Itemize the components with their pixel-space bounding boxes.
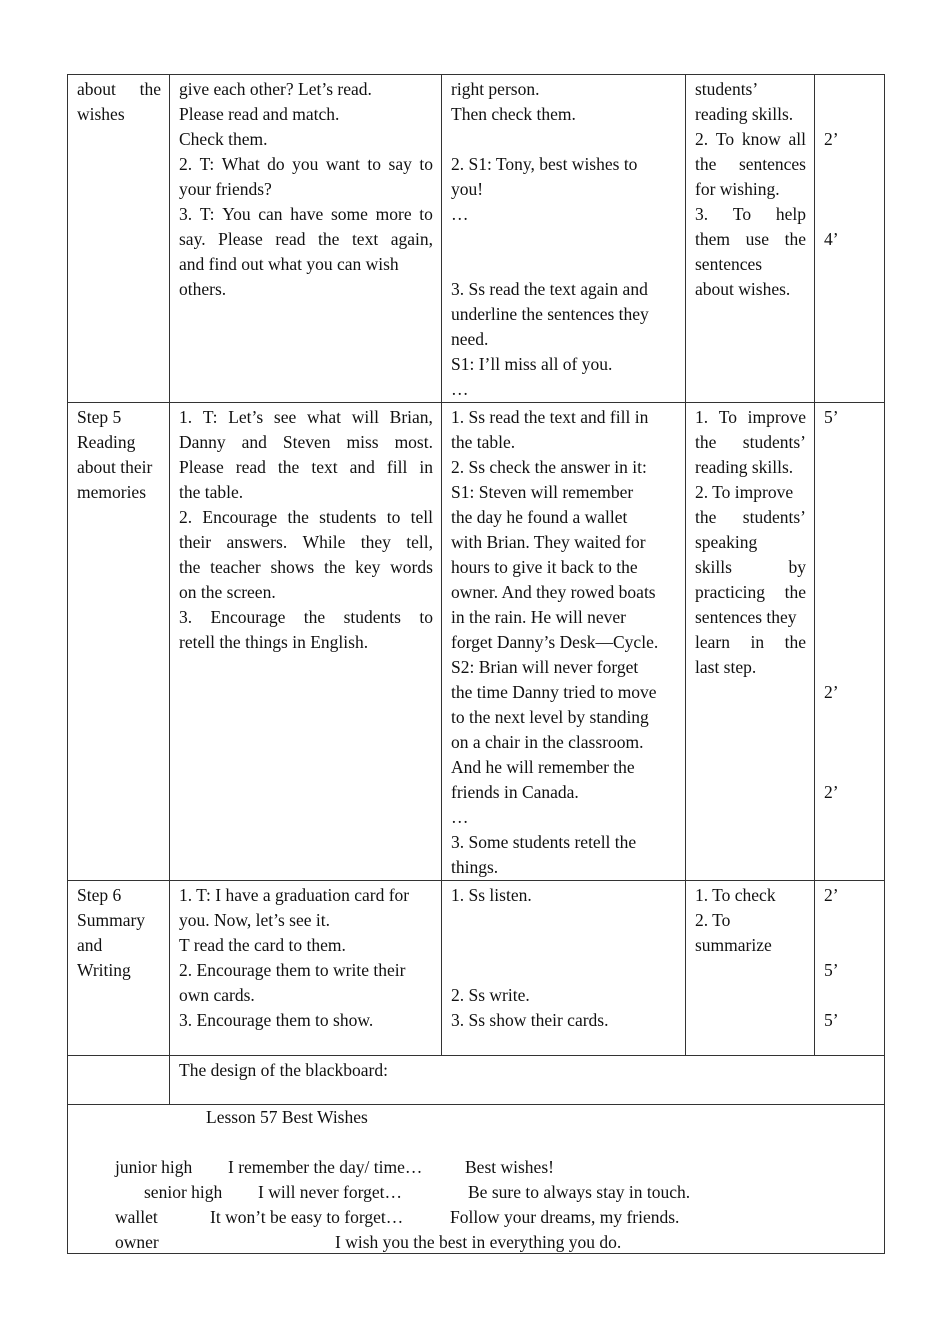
table-row [68,1056,885,1105]
teacher-line: the teacher shows the key words [179,557,433,577]
student-line: things. [451,857,499,877]
student-line: 2. S1: Tony, best wishes to [451,154,638,174]
time-value: 4’ [824,229,839,249]
time-value [824,530,876,555]
teacher-line: retell the things in English. [179,632,369,652]
table-row [68,1105,885,1254]
step-cell [68,881,170,1056]
student-line: 3. Ss show their cards. [451,1010,609,1030]
teacher-line: their answers. While they tell, [179,532,433,552]
step-line: wishes [77,104,125,124]
purpose-line: 2. To improve [695,482,794,502]
student-line: the time Danny tried to move [451,682,657,702]
purpose-line: them use the [695,229,806,249]
wish-sentence: Follow your dreams, my friends. [450,1207,680,1227]
student-line: 2. Ss write. [451,985,530,1005]
purpose-line: the students’ [695,432,806,452]
student-line: with Brian. They waited for [451,532,646,552]
step-line: about the [77,79,161,99]
purpose-line: the sentences [695,154,806,174]
teacher-line: Please read the text and fill in [179,457,433,477]
teacher-activity-cell [170,881,442,1056]
step-line: Step 5 [77,407,122,427]
purpose-cell [686,881,815,1056]
student-line: S1: Steven will remember [451,482,634,502]
teacher-line: others. [179,279,227,299]
purpose-cell [686,75,815,403]
purpose-line: learn in the [695,632,806,652]
student-line: the day he found a wallet [451,507,628,527]
teacher-activity-cell [170,403,442,881]
purpose-line: sentences [695,254,763,274]
time-value [824,605,876,630]
teacher-line: Check them. [179,129,268,149]
purpose-line: speaking [695,532,758,552]
teacher-line: give each other? Let’s read. [179,79,372,99]
student-line: need. [451,329,489,349]
time-value [824,455,876,480]
time-value [824,705,876,730]
time-value [824,908,876,933]
student-line: 2. Ss check the answer in it: [451,457,647,477]
time-value [824,730,876,755]
student-line [451,252,677,277]
step-line: memories [77,482,147,502]
teacher-line: 2. T: What do you want to say to [179,154,433,174]
student-line: Then check them. [451,104,576,124]
student-line: to the next level by standing [451,707,649,727]
student-line: friends in Canada. [451,782,579,802]
step-line: Reading [77,432,136,452]
time-value: 2’ [824,682,839,702]
student-line: forget Danny’s Desk—Cycle. [451,632,659,652]
student-line: 3. Some students retell the [451,832,637,852]
time-value [824,430,876,455]
student-line: you! [451,179,484,199]
step-line: and [77,935,103,955]
purpose-line: 1. To improve [695,407,806,427]
purpose-line: 2. To [695,910,731,930]
student-line: in the rain. He will never [451,607,626,627]
time-value [824,555,876,580]
key-phrase: It won’t be easy to forget… [210,1207,404,1227]
vocab-word: owner [115,1232,159,1252]
empty-cell [68,1056,170,1105]
student-line [451,127,677,152]
key-phrase: I will never forget… [258,1182,403,1202]
blackboard [68,1105,884,1253]
teacher-line: and find out what you can wish [179,254,399,274]
time-value [824,580,876,605]
time-cell [815,403,885,881]
time-value: 5’ [824,407,839,427]
teacher-line: own cards. [179,985,255,1005]
purpose-line: the students’ [695,507,806,527]
wish-sentence: I wish you the best in everything you do. [335,1232,622,1252]
time-value [824,630,876,655]
time-cell [815,75,885,403]
purpose-line: 2. To know all [695,129,806,149]
step-line: about their [77,457,153,477]
student-activity-cell [442,75,686,403]
vocab-word: junior high [115,1157,193,1177]
purpose-line: for wishing. [695,179,780,199]
teacher-line: T read the card to them. [179,935,346,955]
purpose-line: skills by [695,557,806,577]
time-value [824,983,876,1008]
student-line: hours to give it back to the [451,557,638,577]
student-line: right person. [451,79,540,99]
student-line: … [451,204,469,224]
table-row [68,75,885,403]
student-line: … [451,807,469,827]
teacher-line: 3. T: You can have some more to [179,204,433,224]
time-value [824,480,876,505]
time-value [824,177,876,202]
student-line: the table. [451,432,516,452]
teacher-line: the table. [179,482,244,502]
time-value [824,102,876,127]
time-value [824,505,876,530]
teacher-line: 2. Encourage the students to tell [179,507,433,527]
purpose-line: reading skills. [695,457,794,477]
purpose-line: last step. [695,657,757,677]
teacher-line: on the screen. [179,582,276,602]
time-value: 5’ [824,1010,839,1030]
student-line: S1: I’ll miss all of you. [451,354,613,374]
time-value [824,77,876,102]
teacher-line: your friends? [179,179,272,199]
time-value [824,202,876,227]
key-phrase: I remember the day/ time… [228,1157,423,1177]
time-value: 2’ [824,129,839,149]
purpose-line: summarize [695,935,772,955]
teacher-line: 3. Encourage the students to [179,607,433,627]
wish-sentence: Best wishes! [465,1157,554,1177]
time-value: 5’ [824,960,839,980]
purpose-line: 1. To check [695,885,776,905]
blackboard-design-label: The design of the blackboard: [170,1056,885,1105]
teacher-line: Danny and Steven miss most. [179,432,433,452]
student-line [451,908,677,933]
teacher-line: 1. T: I have a graduation card for [179,885,410,905]
teacher-line: 2. Encourage them to write their [179,960,406,980]
vocab-word: wallet [115,1207,158,1227]
student-line [451,933,677,958]
lesson-plan-table [67,74,885,1254]
student-line: S2: Brian will never forget [451,657,639,677]
teacher-line: you. Now, let’s see it. [179,910,330,930]
time-value [824,933,876,958]
student-line: 1. Ss listen. [451,885,532,905]
time-value: 2’ [824,782,839,802]
blackboard-title: Lesson 57 Best Wishes [206,1107,368,1127]
teacher-line: 1. T: Let’s see what will Brian, [179,407,433,427]
time-value [824,655,876,680]
purpose-line: sentences they [695,607,797,627]
time-cell [815,881,885,1056]
step-line: Summary [77,910,146,930]
student-line: on a chair in the classroom. [451,732,644,752]
student-line: owner. And they rowed boats [451,582,656,602]
student-line: And he will remember the [451,757,635,777]
student-line [451,227,677,252]
step-line: Writing [77,960,131,980]
table-row [68,881,885,1056]
purpose-line: students’ [695,79,759,99]
step-line: Step 6 [77,885,122,905]
student-line: … [451,379,469,399]
vocab-word: senior high [144,1182,223,1202]
blackboard-design [68,1105,885,1254]
student-activity-cell [442,881,686,1056]
purpose-line: reading skills. [695,104,794,124]
time-value [824,152,876,177]
teacher-line: say. Please read the text again, [179,229,433,249]
time-value: 2’ [824,885,839,905]
step-cell [68,75,170,403]
time-value [824,755,876,780]
purpose-line: about wishes. [695,279,791,299]
purpose-cell [686,403,815,881]
teacher-line: 3. Encourage them to show. [179,1010,374,1030]
student-line: 1. Ss read the text and fill in [451,407,649,427]
teacher-activity-cell [170,75,442,403]
purpose-line: practicing the [695,582,806,602]
student-line [451,958,677,983]
step-cell [68,403,170,881]
student-line: 3. Ss read the text again and [451,279,648,299]
purpose-line: 3. To help [695,204,806,224]
student-line: underline the sentences they [451,304,649,324]
table-row [68,403,885,881]
student-activity-cell [442,403,686,881]
wish-sentence: Be sure to always stay in touch. [468,1182,691,1202]
teacher-line: Please read and match. [179,104,340,124]
